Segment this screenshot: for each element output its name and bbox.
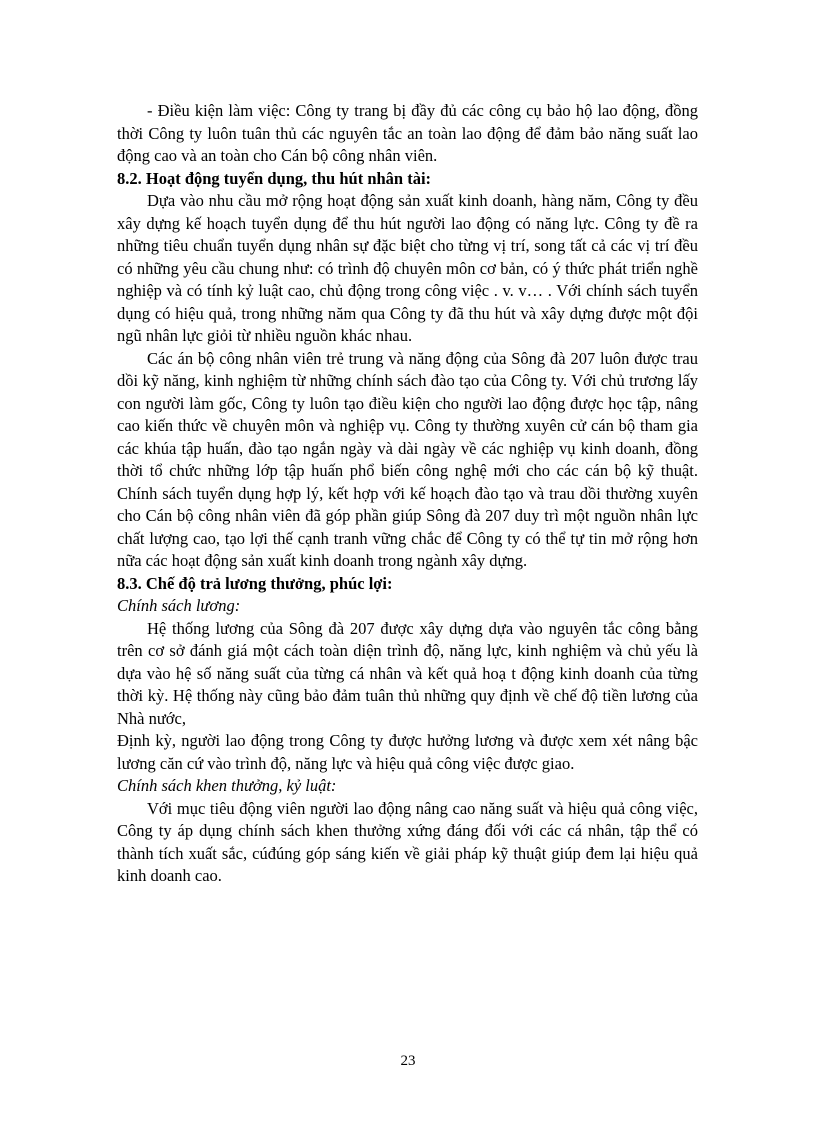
paragraph-salary-system: Hệ thống lương của Sông đà 207 được xây dựng dựa vào nguyên tắc công bằng trên cơ sở đánh giá một cách toàn diện trình độ, năng lực, kinh nghiệm và chủ yếu là dựa vào hệ số năng suất của từng cá nhân và kết quả hoạ t động kinh doanh của từng thời kỳ. Hệ thống này cũng bảo đảm tuân thủ những quy định về chế độ tiền lương của Nhà nước, <box>117 618 698 728</box>
page-number: 23 <box>400 1053 416 1069</box>
document-page <box>117 100 698 888</box>
section-heading-8-2: 8.2. Hoạt động tuyển dụng, thu hút nhân tài: <box>117 168 432 188</box>
paragraph-recruitment: Dựa vào nhu cầu mở rộng hoạt động sản xuất kinh doanh, hàng năm, Công ty đều xây dựng kế hoạch tuyển dụng để thu hút người lao động có năng lực. Công ty đề ra những tiêu chuẩn tuyển dụng nhân sự đặc biệt cho từng vị trí, song tất cả các vị trí đều có những yêu cầu chung như: có trình độ chuyên môn cơ bản, có ý thức phát triển nghề nghiệp và có tính kỷ luật cao, chủ động trong công việc . v. v… . Với chính sách tuyển dụng có hiệu quả, trong những năm qua Công ty đã thu hút và xây dựng được một đội ngũ nhân lực giỏi từ nhiều nguồn khác nhau. <box>117 191 698 345</box>
paragraph-salary-review: Định kỳ, người lao động trong Công ty được hưởng lương và được xem xét nâng bậc lương căn cứ vào trình độ, năng lực và hiệu quả công việc được giao. <box>117 731 698 773</box>
section-heading-8-3: 8.3. Chế độ trả lương thưởng, phúc lợi: <box>117 573 393 593</box>
paragraph-training: Các án bộ công nhân viên trẻ trung và năng động của Sông đà 207 luôn được trau dồi kỹ năng, kinh nghiệm từ những chính sách đào tạo của Công ty. Với chủ trương lấy con người làm gốc, Công ty luôn tạo điều kiện cho người lao động được học tập, nâng cao kiến thức về chuyên môn và nghiệp vụ. Công ty thường xuyên cử cán bộ tham gia các khúa tập huấn, đào tạo ngắn ngày và dài ngày về các nghiệp vụ kinh doanh, đồng thời tổ chức những lớp tập huấn phổ biến công nghệ mới cho các cán bộ kỹ thuật. Chính sách tuyển dụng hợp lý, kết hợp với kế hoạch đào tạo và trau dồi thường xuyên cho Cán bộ công nhân viên đã góp phần giúp Sông đà 207 duy trì một nguồn nhân lực chất lượng cao, tạo lợi thế cạnh tranh vững chắc để Công ty có thể tự tin mở rộng hơn nữa các hoạt động sản xuất kinh doanh trong ngành xây dựng. <box>117 348 698 570</box>
paragraph-working-conditions: - Điều kiện làm việc: Công ty trang bị đầy đủ các công cụ bảo hộ lao động, đồng thời Công ty luôn tuân thủ các nguyên tắc an toàn lao động để đảm bảo năng suất lao động cao và an toàn cho Cán bộ công nhân viên. <box>117 101 698 165</box>
subheading-salary-policy: Chính sách lương: <box>117 596 241 615</box>
paragraph-rewards: Với mục tiêu động viên người lao động nâng cao năng suất và hiệu quả công việc, Công ty áp dụng chính sách khen thưởng xứng đáng đối với các cá nhân, tập thể có thành tích xuất sắc, cúđúng góp sáng kiến về giải pháp kỹ thuật giúp đem lại hiệu quả kinh doanh cao. <box>117 798 698 885</box>
subheading-reward-policy: Chính sách khen thưởng, kỷ luật: <box>117 776 337 795</box>
